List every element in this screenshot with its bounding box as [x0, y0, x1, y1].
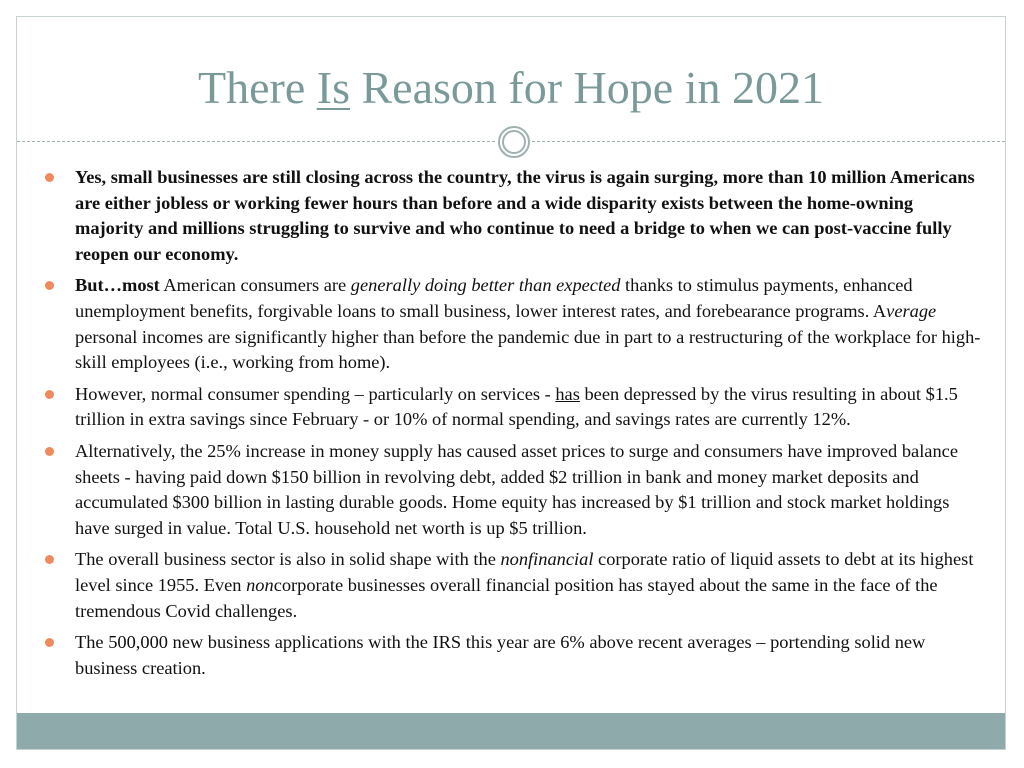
bullet-6-text: The 500,000 new business applications with the IRS this year are 6% above recent averages – portending solid new business creation. [75, 632, 926, 678]
bullet-2-text-3: personal incomes are significantly higher than before the pandemic due in part to a restructuring of the workplace for high-skill employees (i.e., working from home). [75, 326, 981, 373]
title-underlined-word: Is [316, 62, 350, 113]
slide-frame [16, 16, 1006, 750]
bullet-dot-icon [45, 447, 54, 456]
bullet-item-5 [45, 547, 985, 624]
footer-bar [17, 713, 1005, 749]
bullet-item-4 [45, 439, 985, 541]
bullet-dot-icon [45, 173, 54, 182]
bullet-item-1 [45, 165, 985, 267]
bullet-5-text-1: The overall business sector is also in solid shape with the [75, 549, 501, 570]
bullet-5-italic-1: nonfinancial [500, 549, 594, 570]
bullet-4-text: Alternatively, the 25% increase in money supply has caused asset prices to surge and consumers have improved balance sheets - having paid down $150 billion in revolving debt, added $2 trillion in bank and money market deposits and accumulated $300 billion in lasting durable goods. Home equity has increased by $1 trillion and stock market holdings have surged in value. Total U.S. household net worth is up $5 trillion. [75, 440, 958, 538]
bullet-dot-icon [45, 390, 54, 399]
bullet-2-italic-1: generally doing better than expected [350, 275, 621, 296]
slide-title [17, 62, 1005, 113]
title-part-2: Reason for Hope in 2021 [350, 62, 824, 113]
bullet-2-lead: But…most [75, 275, 160, 296]
bullet-1-text: Yes, small businesses are still closing across the country, the virus is again surging, more than 10 million Americans are either jobless or working fewer hours than before and a wide disparity exists between the home-owning majority and millions struggling to survive and who continue to need a bridge to when we can post-vaccine fully reopen our economy. [75, 167, 975, 264]
bullet-item-2 [45, 273, 985, 375]
circle-ornament-icon [497, 125, 531, 159]
bullet-3-text-2: been depressed by the virus resulting in about $1.5 trillion in extra savings since February - or 10% of normal spending, and savings rates are currently 12%. [75, 383, 958, 430]
bullet-dot-icon [45, 281, 54, 290]
bullet-dot-icon [45, 638, 54, 647]
bullet-2-text-2: thanks to stimulus payments, enhanced unemployment benefits, forgivable loans to small business, lower interest rates, and forebearance programs. A [75, 275, 913, 321]
bullet-3-text-1: However, normal consumer spending – particularly on services - [75, 383, 556, 404]
title-part-1: There [198, 62, 317, 113]
bullet-list [45, 165, 985, 687]
bullet-item-3 [45, 382, 985, 433]
bullet-5-text-3: corporate businesses overall financial position has stayed about the same in the face of the tremendous Covid challenges. [75, 574, 938, 621]
bullet-dot-icon [45, 555, 54, 564]
bullet-2-italic-2: verage [886, 300, 937, 321]
bullet-5-text-2: corporate ratio of liquid assets to debt at its highest level since 1955. Even [75, 549, 974, 595]
bullet-2-text-1: American consumers are [159, 275, 351, 296]
bullet-3-underlined: has [555, 383, 580, 404]
bullet-5-italic-2: non [246, 574, 274, 595]
bullet-item-6 [45, 630, 985, 681]
